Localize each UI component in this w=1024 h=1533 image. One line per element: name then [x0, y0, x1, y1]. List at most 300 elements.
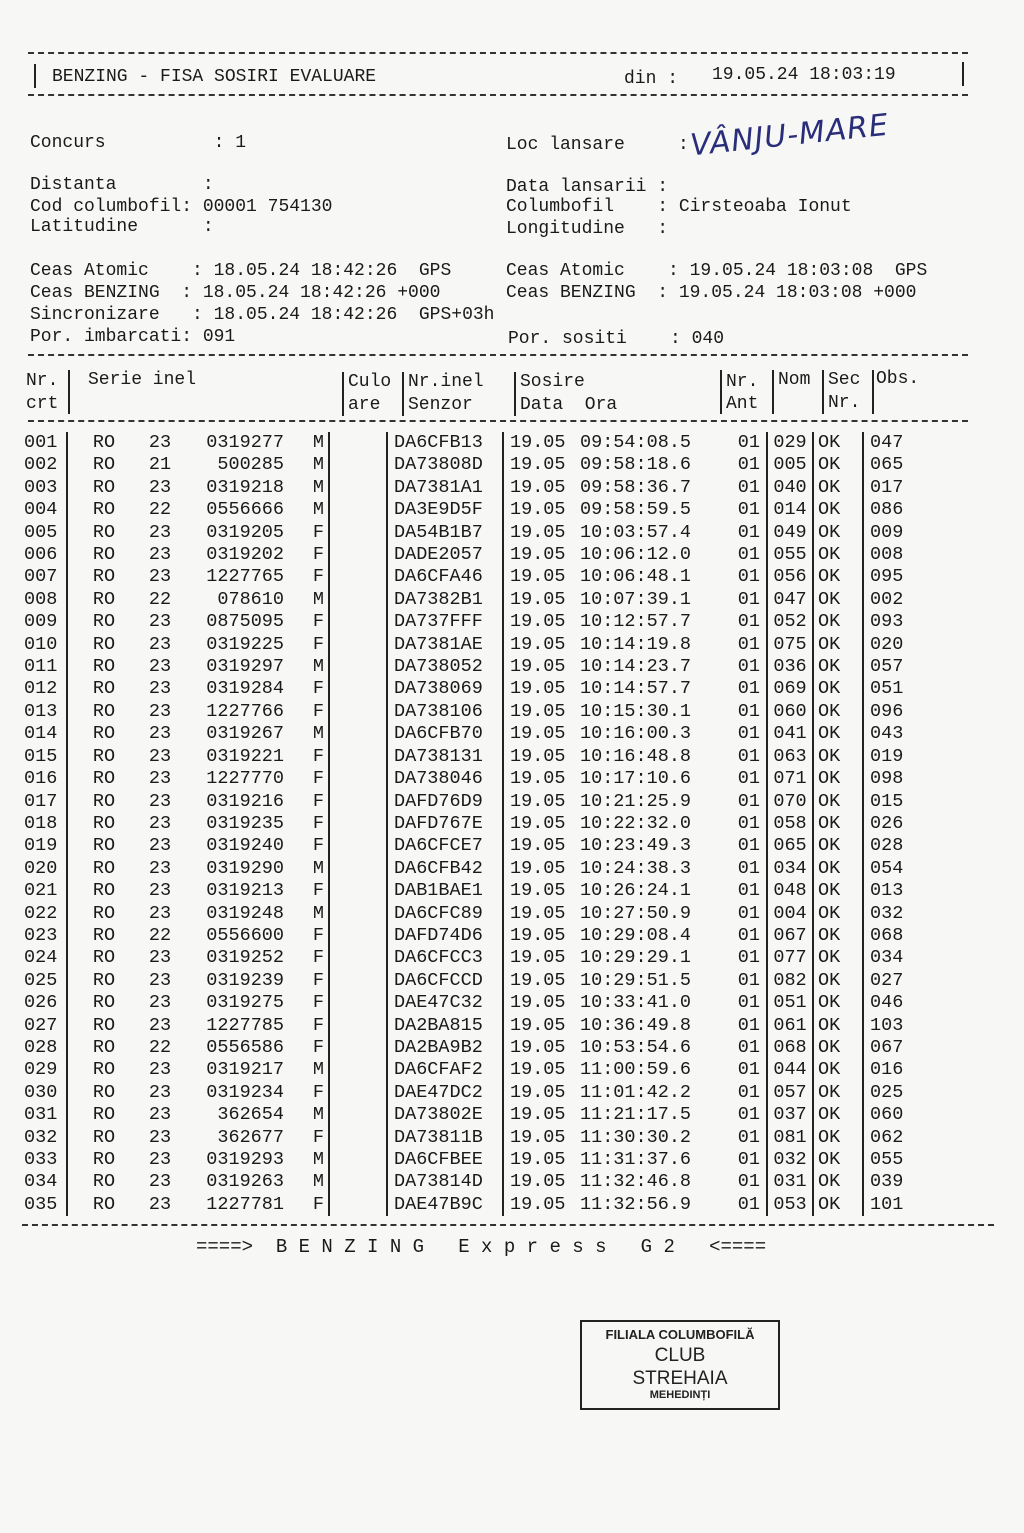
- cell-ring-number: 0319293: [206, 1149, 284, 1170]
- cell-sex: M: [284, 477, 329, 499]
- cell-sec-nr: OK: [813, 723, 863, 745]
- cell-nom: 005: [767, 454, 813, 476]
- cell-nom: 051: [767, 992, 813, 1014]
- cell-nr-crt: 021: [24, 880, 67, 902]
- cell-nr-inel-senzor: DA738131: [387, 746, 503, 768]
- cell-sec-nr: OK: [813, 499, 863, 521]
- cell-sex: F: [284, 1194, 329, 1216]
- cell-serie-year: 23: [148, 880, 172, 902]
- cell-serie-country: RO: [92, 969, 116, 991]
- cell-sex: F: [284, 678, 329, 700]
- cell-sosire-ora: 10:29:51.5: [580, 969, 692, 991]
- cell-sosire-ora: 10:03:57.4: [580, 521, 692, 543]
- cell-serie-country: RO: [92, 1104, 116, 1126]
- cell-sec-nr: OK: [813, 903, 863, 925]
- cell-sosire-ora: 10:07:39.1: [580, 588, 692, 610]
- cell-nr-crt: 030: [24, 1082, 67, 1104]
- cell-ring-number: 1227770: [206, 768, 284, 790]
- cell-sosire-ora: 11:30:30.2: [580, 1126, 692, 1148]
- cell-serie-year: 23: [148, 902, 172, 924]
- cell-serie-year: 22: [148, 499, 172, 521]
- cell-serie-year: 22: [148, 1036, 172, 1058]
- cell-nr-inel-senzor: DA6CFC89: [387, 903, 503, 925]
- cell-serie-country: RO: [92, 1193, 116, 1215]
- col-data-ora: Data Ora: [520, 395, 618, 415]
- cell-obs: 054: [870, 857, 904, 879]
- cell-nr-ant: 01: [712, 499, 767, 521]
- cell-sosire-ora: 10:12:57.7: [580, 611, 692, 633]
- cell-sec-nr: OK: [813, 1104, 863, 1126]
- cell-serie-country: RO: [92, 476, 116, 498]
- cell-nr-crt: 031: [24, 1104, 67, 1126]
- cell-sosire-data: 19.05: [510, 476, 566, 498]
- cell-sosire-ora: 10:23:49.3: [580, 835, 692, 857]
- cell-sex: M: [284, 1171, 329, 1193]
- cell-nom: 032: [767, 1149, 813, 1171]
- cell-obs: 068: [870, 924, 904, 946]
- din-label: din :: [624, 69, 679, 89]
- cell-sex: M: [284, 1059, 329, 1081]
- cell-nr-ant: 01: [712, 701, 767, 723]
- cell-obs: 065: [870, 454, 904, 476]
- cell-nr-inel-senzor: DA6CFAF2: [387, 1059, 503, 1081]
- cell-ring-number: 0319252: [206, 947, 284, 969]
- cell-sex: F: [284, 611, 329, 633]
- cell-nr-inel-senzor: DAB1BAE1: [387, 880, 503, 902]
- cell-nr-inel-senzor: DA738046: [387, 768, 503, 790]
- cell-nr-inel-senzor: DA737FFF: [387, 611, 503, 633]
- cell-nr-crt: 006: [24, 544, 67, 566]
- cell-nr-inel-senzor: DA73808D: [387, 454, 503, 476]
- latitudine-line: Latitudine :: [30, 217, 214, 237]
- cell-sosire-data: 19.05: [510, 902, 566, 924]
- cell-obs: 055: [870, 1149, 904, 1170]
- cell-culoare: [329, 1127, 387, 1149]
- cell-sec-nr: OK: [813, 992, 863, 1014]
- cell-serie-year: 23: [148, 432, 172, 453]
- cell-obs: 103: [870, 1014, 904, 1036]
- cell-nr-inel-senzor: DA54B1B7: [387, 522, 503, 544]
- cell-sex: F: [284, 791, 329, 813]
- cell-serie-country: RO: [92, 745, 116, 767]
- cell-serie-country: RO: [92, 432, 116, 453]
- cell-sosire-ora: 10:14:19.8: [580, 633, 692, 655]
- cell-culoare: [329, 1037, 387, 1059]
- cell-nr-ant: 01: [712, 611, 767, 633]
- cell-nr-inel-senzor: DA2BA815: [387, 1015, 503, 1037]
- cell-sosire-data: 19.05: [510, 1126, 566, 1148]
- cell-obs: 067: [870, 1036, 904, 1058]
- cell-ring-number: 0319218: [206, 476, 284, 498]
- cell-obs: 025: [870, 1081, 904, 1103]
- table-row: [24, 589, 930, 611]
- col-sep: [720, 370, 722, 414]
- cell-serie-country: RO: [92, 544, 116, 566]
- cell-nr-inel-senzor: DA738052: [387, 656, 503, 678]
- table-row: [24, 723, 930, 745]
- cell-serie-country: RO: [92, 1126, 116, 1148]
- table-row: [24, 634, 930, 656]
- table-row: [24, 499, 930, 521]
- cell-serie-country: RO: [92, 947, 116, 969]
- cell-sosire-ora: 10:27:50.9: [580, 902, 692, 924]
- cell-sex: F: [284, 1082, 329, 1104]
- cell-nr-ant: 01: [712, 835, 767, 857]
- cell-culoare: [329, 589, 387, 611]
- cell-nr-ant: 01: [712, 970, 767, 992]
- col-culo: Culo: [348, 372, 392, 392]
- cell-nr-crt: 016: [24, 768, 67, 790]
- cell-nr-inel-senzor: DAE47B9C: [387, 1194, 503, 1216]
- cell-sec-nr: OK: [813, 1171, 863, 1193]
- cell-ring-number: 0319205: [206, 521, 284, 543]
- cell-ring-number: 0319217: [206, 1059, 284, 1081]
- cell-serie-year: 23: [148, 1059, 172, 1081]
- cell-ring-number: 362677: [217, 1126, 284, 1148]
- cell-ring-number: 1227785: [206, 1014, 284, 1036]
- cell-sec-nr: OK: [813, 701, 863, 723]
- table-row: [24, 701, 930, 723]
- cell-nr-ant: 01: [712, 432, 767, 454]
- cell-sosire-ora: 10:53:54.6: [580, 1036, 692, 1058]
- cell-sosire-ora: 10:21:25.9: [580, 790, 692, 812]
- cell-serie-country: RO: [92, 857, 116, 879]
- cell-sec-nr: OK: [813, 925, 863, 947]
- col-sep: [342, 372, 344, 416]
- table-row: [24, 858, 930, 880]
- cell-serie-year: 23: [148, 700, 172, 722]
- por-sositi-line: Por. sositi : 040: [508, 329, 725, 349]
- cell-obs: 002: [870, 588, 904, 610]
- table-row: [24, 947, 930, 969]
- cell-sec-nr: OK: [813, 1082, 863, 1104]
- cell-ring-number: 0319290: [206, 857, 284, 879]
- table-row: [24, 880, 930, 902]
- cell-sec-nr: OK: [813, 656, 863, 678]
- table-row: [24, 903, 930, 925]
- cell-serie-year: 23: [148, 656, 172, 678]
- cell-sec-nr: OK: [813, 611, 863, 633]
- cell-serie-year: 23: [148, 947, 172, 969]
- cell-sosire-ora: 10:16:00.3: [580, 723, 692, 745]
- cell-nr-crt: 025: [24, 970, 67, 992]
- cell-nr-crt: 027: [24, 1015, 67, 1037]
- table-row: [24, 1149, 930, 1171]
- concurs-line: Concurs : 1: [30, 133, 247, 153]
- cell-culoare: [329, 835, 387, 857]
- cell-nr-crt: 023: [24, 925, 67, 947]
- cell-serie-country: RO: [92, 656, 116, 678]
- cell-nr-ant: 01: [712, 925, 767, 947]
- cell-serie-country: RO: [92, 880, 116, 902]
- cell-sec-nr: OK: [813, 970, 863, 992]
- cell-nr-ant: 01: [712, 634, 767, 656]
- cell-nom: 057: [767, 1082, 813, 1104]
- cell-nr-ant: 01: [712, 477, 767, 499]
- footer-banner: ====> B E N Z I N G E x p r e s s G 2 <====: [196, 1236, 767, 1258]
- cell-nom: 029: [767, 432, 813, 454]
- cell-nr-ant: 01: [712, 1149, 767, 1171]
- cell-sosire-data: 19.05: [510, 633, 566, 655]
- cell-sosire-data: 19.05: [510, 1014, 566, 1036]
- cell-serie-country: RO: [92, 678, 116, 700]
- cell-serie-year: 23: [148, 1104, 172, 1126]
- cell-culoare: [329, 1104, 387, 1126]
- cell-sex: F: [284, 544, 329, 566]
- cell-nr-ant: 01: [712, 813, 767, 835]
- sincronizare-line: Sincronizare : 18.05.24 18:42:26 GPS+03h: [30, 305, 495, 325]
- col-obs: Obs.: [876, 369, 920, 389]
- cell-serie-country: RO: [92, 700, 116, 722]
- por-imbarcati-line: Por. imbarcati: 091: [30, 327, 236, 347]
- col-sep: [822, 370, 824, 414]
- cell-nom: 075: [767, 634, 813, 656]
- cell-ring-number: 0319225: [206, 633, 284, 655]
- cell-culoare: [329, 499, 387, 521]
- cell-nr-ant: 01: [712, 1171, 767, 1193]
- cell-ring-number: 500285: [217, 454, 284, 476]
- cell-nr-ant: 01: [712, 880, 767, 902]
- cell-obs: 013: [870, 880, 904, 902]
- table-row: [24, 1059, 930, 1081]
- cell-obs: 047: [870, 432, 904, 453]
- table-row: [24, 970, 930, 992]
- cell-nr-ant: 01: [712, 522, 767, 544]
- cell-culoare: [329, 858, 387, 880]
- table-row: [24, 1015, 930, 1037]
- cell-nom: 077: [767, 947, 813, 969]
- cell-serie-year: 23: [148, 745, 172, 767]
- cell-nr-inel-senzor: DA6CFCC3: [387, 947, 503, 969]
- cell-nom: 060: [767, 701, 813, 723]
- document-title: BENZING - FISA SOSIRI EVALUARE: [52, 67, 377, 87]
- cell-nom: 069: [767, 678, 813, 700]
- cell-culoare: [329, 544, 387, 566]
- cell-serie-country: RO: [92, 1059, 116, 1081]
- din-timestamp: 19.05.24 18:03:19: [712, 65, 896, 85]
- table-row: [24, 522, 930, 544]
- cell-nr-inel-senzor: DA6CFCCD: [387, 970, 503, 992]
- cell-culoare: [329, 1149, 387, 1171]
- title-left-bar: [34, 64, 36, 88]
- cell-nr-crt: 013: [24, 701, 67, 723]
- cell-serie-year: 23: [148, 992, 172, 1014]
- cell-nom: 068: [767, 1037, 813, 1059]
- cell-serie-year: 23: [148, 476, 172, 498]
- cell-nr-inel-senzor: DA738069: [387, 678, 503, 700]
- cell-serie-year: 21: [148, 454, 172, 476]
- cell-ring-number: 0875095: [206, 611, 284, 633]
- cell-ring-number: 078610: [217, 588, 284, 610]
- cell-ring-number: 1227781: [206, 1193, 284, 1215]
- cell-sosire-ora: 10:22:32.0: [580, 812, 692, 834]
- cell-nr-inel-senzor: DA738106: [387, 701, 503, 723]
- cell-nr-crt: 015: [24, 746, 67, 768]
- cell-nom: 047: [767, 589, 813, 611]
- cell-sosire-ora: 10:16:48.8: [580, 745, 692, 767]
- cell-serie-country: RO: [92, 1014, 116, 1036]
- cell-sex: M: [284, 499, 329, 521]
- cell-nr-crt: 017: [24, 791, 67, 813]
- cell-serie-country: RO: [92, 499, 116, 521]
- cell-sosire-data: 19.05: [510, 1193, 566, 1215]
- cell-nr-ant: 01: [712, 903, 767, 925]
- cell-nr-crt: 008: [24, 589, 67, 611]
- cell-sex: F: [284, 835, 329, 857]
- top-dashed-line: [28, 52, 968, 54]
- cell-culoare: [329, 880, 387, 902]
- cell-obs: 060: [870, 1104, 904, 1126]
- cell-serie-year: 23: [148, 723, 172, 745]
- cell-serie-country: RO: [92, 521, 116, 543]
- cell-obs: 028: [870, 835, 904, 857]
- cell-sex: F: [284, 880, 329, 902]
- ceas-benzing-2: Ceas BENZING : 19.05.24 18:03:08 +000: [506, 283, 917, 303]
- col-sosire: Sosire: [520, 372, 585, 392]
- cell-culoare: [329, 970, 387, 992]
- cell-sosire-data: 19.05: [510, 790, 566, 812]
- arrivals-table-body: [24, 432, 930, 1216]
- cell-sec-nr: OK: [813, 1059, 863, 1081]
- cell-ring-number: 0319216: [206, 790, 284, 812]
- stamp-line-1: FILIALA COLUMBOFILĂ: [605, 1327, 755, 1342]
- cell-nom: 063: [767, 746, 813, 768]
- cell-culoare: [329, 925, 387, 947]
- cell-obs: 095: [870, 566, 904, 588]
- cell-sex: F: [284, 992, 329, 1014]
- cell-sex: M: [284, 858, 329, 880]
- cell-nr-inel-senzor: DA2BA9B2: [387, 1037, 503, 1059]
- cell-sosire-data: 19.05: [510, 969, 566, 991]
- cell-serie-year: 23: [148, 1193, 172, 1215]
- cell-nr-inel-senzor: DA7381A1: [387, 477, 503, 499]
- cell-nom: 082: [767, 970, 813, 992]
- cell-obs: 032: [870, 902, 904, 924]
- cell-sosire-data: 19.05: [510, 678, 566, 700]
- cell-ring-number: 0319213: [206, 880, 284, 902]
- cell-nom: 052: [767, 611, 813, 633]
- cell-nr-inel-senzor: DA6CFB13: [387, 432, 503, 454]
- cell-ring-number: 0556666: [206, 499, 284, 521]
- table-row: [24, 544, 930, 566]
- cell-culoare: [329, 791, 387, 813]
- cell-serie-year: 22: [148, 588, 172, 610]
- cell-nr-ant: 01: [712, 858, 767, 880]
- cell-obs: 039: [870, 1171, 904, 1193]
- cell-culoare: [329, 1171, 387, 1193]
- cell-sosire-data: 19.05: [510, 723, 566, 745]
- cell-obs: 027: [870, 969, 904, 991]
- cell-sosire-data: 19.05: [510, 566, 566, 588]
- header-top-dashed-line: [28, 354, 968, 356]
- cell-obs: 101: [870, 1193, 904, 1215]
- cell-nom: 049: [767, 522, 813, 544]
- col-sec-nr: Nr.: [828, 393, 861, 413]
- cell-culoare: [329, 477, 387, 499]
- cell-sosire-ora: 10:29:08.4: [580, 924, 692, 946]
- cell-ring-number: 0319234: [206, 1081, 284, 1103]
- table-row: [24, 791, 930, 813]
- cell-nr-crt: 024: [24, 947, 67, 969]
- table-row: [24, 1082, 930, 1104]
- cell-culoare: [329, 813, 387, 835]
- cell-nr-ant: 01: [712, 1194, 767, 1216]
- cell-nr-inel-senzor: DAFD74D6: [387, 925, 503, 947]
- cell-obs: 046: [870, 992, 904, 1014]
- table-row: [24, 925, 930, 947]
- cell-sec-nr: OK: [813, 880, 863, 902]
- cell-nr-ant: 01: [712, 1037, 767, 1059]
- cell-nr-crt: 028: [24, 1037, 67, 1059]
- cell-nom: 034: [767, 858, 813, 880]
- cell-nom: 067: [767, 925, 813, 947]
- header-bottom-dashed-line: [28, 420, 968, 422]
- cell-culoare: [329, 566, 387, 588]
- cell-sec-nr: OK: [813, 768, 863, 790]
- cell-nr-ant: 01: [712, 746, 767, 768]
- cell-sex: F: [284, 522, 329, 544]
- cell-serie-country: RO: [92, 1081, 116, 1103]
- cell-nr-crt: 029: [24, 1059, 67, 1081]
- cell-culoare: [329, 992, 387, 1014]
- cell-culoare: [329, 1194, 387, 1216]
- table-row: [24, 678, 930, 700]
- longitudine-line: Longitudine :: [506, 219, 669, 239]
- cell-sosire-data: 19.05: [510, 768, 566, 790]
- cell-nr-ant: 01: [712, 566, 767, 588]
- cell-culoare: [329, 701, 387, 723]
- cell-sec-nr: OK: [813, 791, 863, 813]
- cell-sex: F: [284, 947, 329, 969]
- cell-nr-inel-senzor: DA7382B1: [387, 589, 503, 611]
- cell-serie-year: 23: [148, 812, 172, 834]
- cell-ring-number: 0319240: [206, 835, 284, 857]
- cell-obs: 086: [870, 499, 904, 521]
- cell-sex: F: [284, 1015, 329, 1037]
- cell-sosire-ora: 09:54:08.5: [580, 432, 692, 453]
- table-row: [24, 746, 930, 768]
- cell-serie-year: 23: [148, 544, 172, 566]
- cell-nr-inel-senzor: DA7381AE: [387, 634, 503, 656]
- cell-sosire-ora: 10:14:23.7: [580, 656, 692, 678]
- cell-sosire-data: 19.05: [510, 812, 566, 834]
- col-nr-inel: Nr.inel: [408, 372, 484, 392]
- cell-serie-year: 23: [148, 1149, 172, 1170]
- cell-sec-nr: OK: [813, 1015, 863, 1037]
- cell-obs: 015: [870, 790, 904, 812]
- cell-culoare: [329, 656, 387, 678]
- cell-obs: 096: [870, 700, 904, 722]
- cell-sosire-ora: 09:58:59.5: [580, 499, 692, 521]
- title-right-bar: [962, 62, 964, 86]
- cell-obs: 057: [870, 656, 904, 678]
- cell-sosire-data: 19.05: [510, 1036, 566, 1058]
- cell-sec-nr: OK: [813, 813, 863, 835]
- cell-obs: 026: [870, 812, 904, 834]
- cell-sosire-ora: 10:14:57.7: [580, 678, 692, 700]
- cell-culoare: [329, 947, 387, 969]
- cell-nr-ant: 01: [712, 589, 767, 611]
- cell-sosire-ora: 10:24:38.3: [580, 857, 692, 879]
- col-are: are: [348, 395, 381, 415]
- cell-nr-inel-senzor: DADE2057: [387, 544, 503, 566]
- table-row: [24, 1194, 930, 1216]
- cell-nom: 031: [767, 1171, 813, 1193]
- cell-nom: 037: [767, 1104, 813, 1126]
- cell-nr-crt: 035: [24, 1194, 67, 1216]
- cell-culoare: [329, 522, 387, 544]
- cell-nr-ant: 01: [712, 656, 767, 678]
